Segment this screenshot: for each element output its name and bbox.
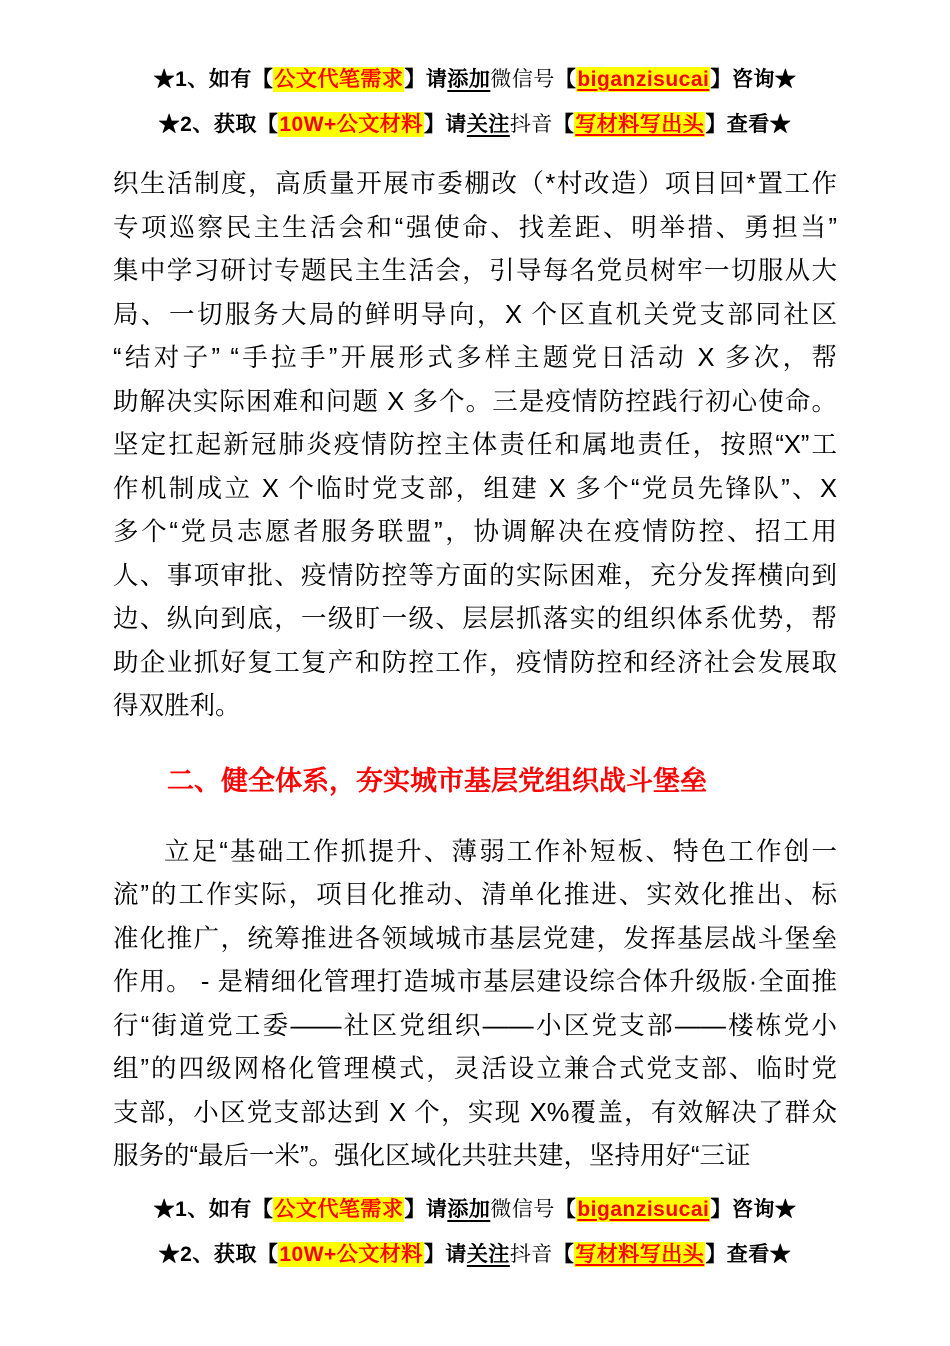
paragraph-2 bbox=[113, 831, 837, 1179]
promo-note-segment: 公文代笔需求 bbox=[274, 68, 404, 91]
promo-note-segment: 写材料写出头 bbox=[575, 1242, 705, 1266]
promo-note-segment: ★2、获取【 bbox=[158, 113, 279, 136]
document-body bbox=[113, 163, 837, 1179]
promo-note-segment: 【 bbox=[554, 68, 577, 91]
body-text-line: 组”的四级网格化管理模式，灵活设立兼合式党支部、临时党 bbox=[113, 1055, 837, 1083]
promo-note-segment: 】请 bbox=[423, 113, 467, 136]
promo-note-segment: 公文代笔需求 bbox=[274, 1197, 404, 1221]
promo-note-segment: ★1、如有【 bbox=[153, 68, 274, 91]
promo-note-segment: ★2、获取【 bbox=[158, 1242, 279, 1266]
body-text-line: “结对子” “手拉手”开展形式多样主题党日活动 X 多次，帮 bbox=[113, 344, 837, 372]
paragraph-1 bbox=[113, 163, 837, 729]
promo-note-segment: 添加 bbox=[447, 1197, 491, 1221]
body-text-line: 局、一切服务大局的鲜明导向，X 个区直机关党支部同社区 bbox=[113, 300, 837, 329]
promo-note-segment: 【 bbox=[552, 1242, 575, 1266]
body-text-line: 服务的“最后一米”。强化区域化共驻共建，坚持用好“三证 bbox=[113, 1142, 751, 1170]
footer-promo-note bbox=[0, 1187, 950, 1277]
promo-note-segment: 】查看★ bbox=[705, 1242, 792, 1266]
body-text-line: 流”的工作实际，项目化推动、清单化推进、实效化推出、标 bbox=[113, 881, 837, 909]
promo-note-segment: 抖音 bbox=[509, 113, 553, 136]
body-text-line: 人、事项审批、疫情防控等方面的实际困难，充分发挥横向到 bbox=[113, 561, 837, 590]
promo-note-segment: 】咨询★ bbox=[710, 1197, 797, 1221]
body-text-line: 准化推广，统筹推进各领域城市基层党建，发挥基层战斗堡垒 bbox=[113, 924, 837, 953]
promo-note-segment: 添加 bbox=[447, 68, 491, 91]
promo-note-segment: 微信号 bbox=[490, 68, 555, 91]
body-text-line: 得双胜利。 bbox=[113, 692, 241, 720]
promo-note-segment: 】查看★ bbox=[705, 113, 792, 136]
body-text-line: 作机制成立 X 个临时党支部，组建 X 多个“党员先锋队”、X bbox=[113, 474, 837, 503]
body-text-line: 助企业抓好复工复产和防控工作，疫情防控和经济社会发展取 bbox=[113, 648, 837, 677]
promo-note-line bbox=[0, 102, 950, 147]
promo-note-segment: 10W+公文材料 bbox=[279, 113, 423, 136]
promo-note-segment: 抖音 bbox=[509, 1242, 553, 1266]
promo-note-segment: 10W+公文材料 bbox=[279, 1242, 423, 1266]
body-text-line: 行“街道党工委——社区党组织——小区党支部——楼栋党小 bbox=[113, 1011, 837, 1040]
body-text-line: 多个“党员志愿者服务联盟”，协调解决在疫情防控、招工用 bbox=[113, 518, 837, 546]
promo-note-segment: 【 bbox=[554, 1197, 577, 1221]
promo-note-segment: 】请 bbox=[404, 68, 448, 91]
promo-note-segment: 】请 bbox=[404, 1197, 448, 1221]
body-text-line: 专项巡察民主生活会和“强使命、找差距、明举措、勇担当” bbox=[113, 213, 837, 242]
body-text-line: 助解决实际困难和问题 X 多个。三是疫情防控践行初心使命。 bbox=[113, 387, 837, 416]
promo-note-line bbox=[0, 1187, 950, 1232]
body-text-line: 集中学习研讨专题民主生活会，引导每名党员树牢一切服从大 bbox=[113, 257, 837, 285]
promo-note-segment: 】咨询★ bbox=[710, 68, 797, 91]
promo-note-segment: 【 bbox=[552, 113, 575, 136]
promo-note-line bbox=[0, 1232, 950, 1277]
promo-note-segment: 微信号 bbox=[490, 1197, 555, 1221]
promo-note-segment: biganzisucai bbox=[577, 1197, 710, 1221]
body-text-line: 边、纵向到底，一级盯一级、层层抓落实的组织体系优势，帮 bbox=[113, 605, 837, 633]
body-text-line: 立足“基础工作抓提升、薄弱工作补短板、特色工作创一 bbox=[164, 837, 837, 866]
body-text-line: 作用。 - 是精细化管理打造城市基层建设综合体升级版·全面推 bbox=[113, 968, 837, 996]
promo-note-segment: ★1、如有【 bbox=[153, 1197, 274, 1221]
promo-note-segment: 写材料写出头 bbox=[575, 113, 705, 136]
body-text-line: 支部，小区党支部达到 X 个，实现 X%覆盖，有效解决了群众 bbox=[113, 1098, 837, 1127]
section-heading: 二、健全体系，夯实城市基层党组织战斗堡垒 bbox=[167, 765, 707, 796]
header-promo-note bbox=[0, 0, 950, 147]
promo-note-segment: 关注 bbox=[466, 1242, 510, 1266]
promo-note-line bbox=[0, 57, 950, 102]
promo-note-segment: 关注 bbox=[466, 113, 510, 136]
body-text-line: 织生活制度，高质量开展市委棚改（*村改造）项目回*置工作 bbox=[113, 170, 837, 198]
promo-note-segment: biganzisucai bbox=[577, 68, 710, 91]
promo-note-segment: 】请 bbox=[423, 1242, 467, 1266]
body-text-line: 坚定扛起新冠肺炎疫情防控主体责任和属地责任，按照“X”工 bbox=[113, 431, 837, 459]
